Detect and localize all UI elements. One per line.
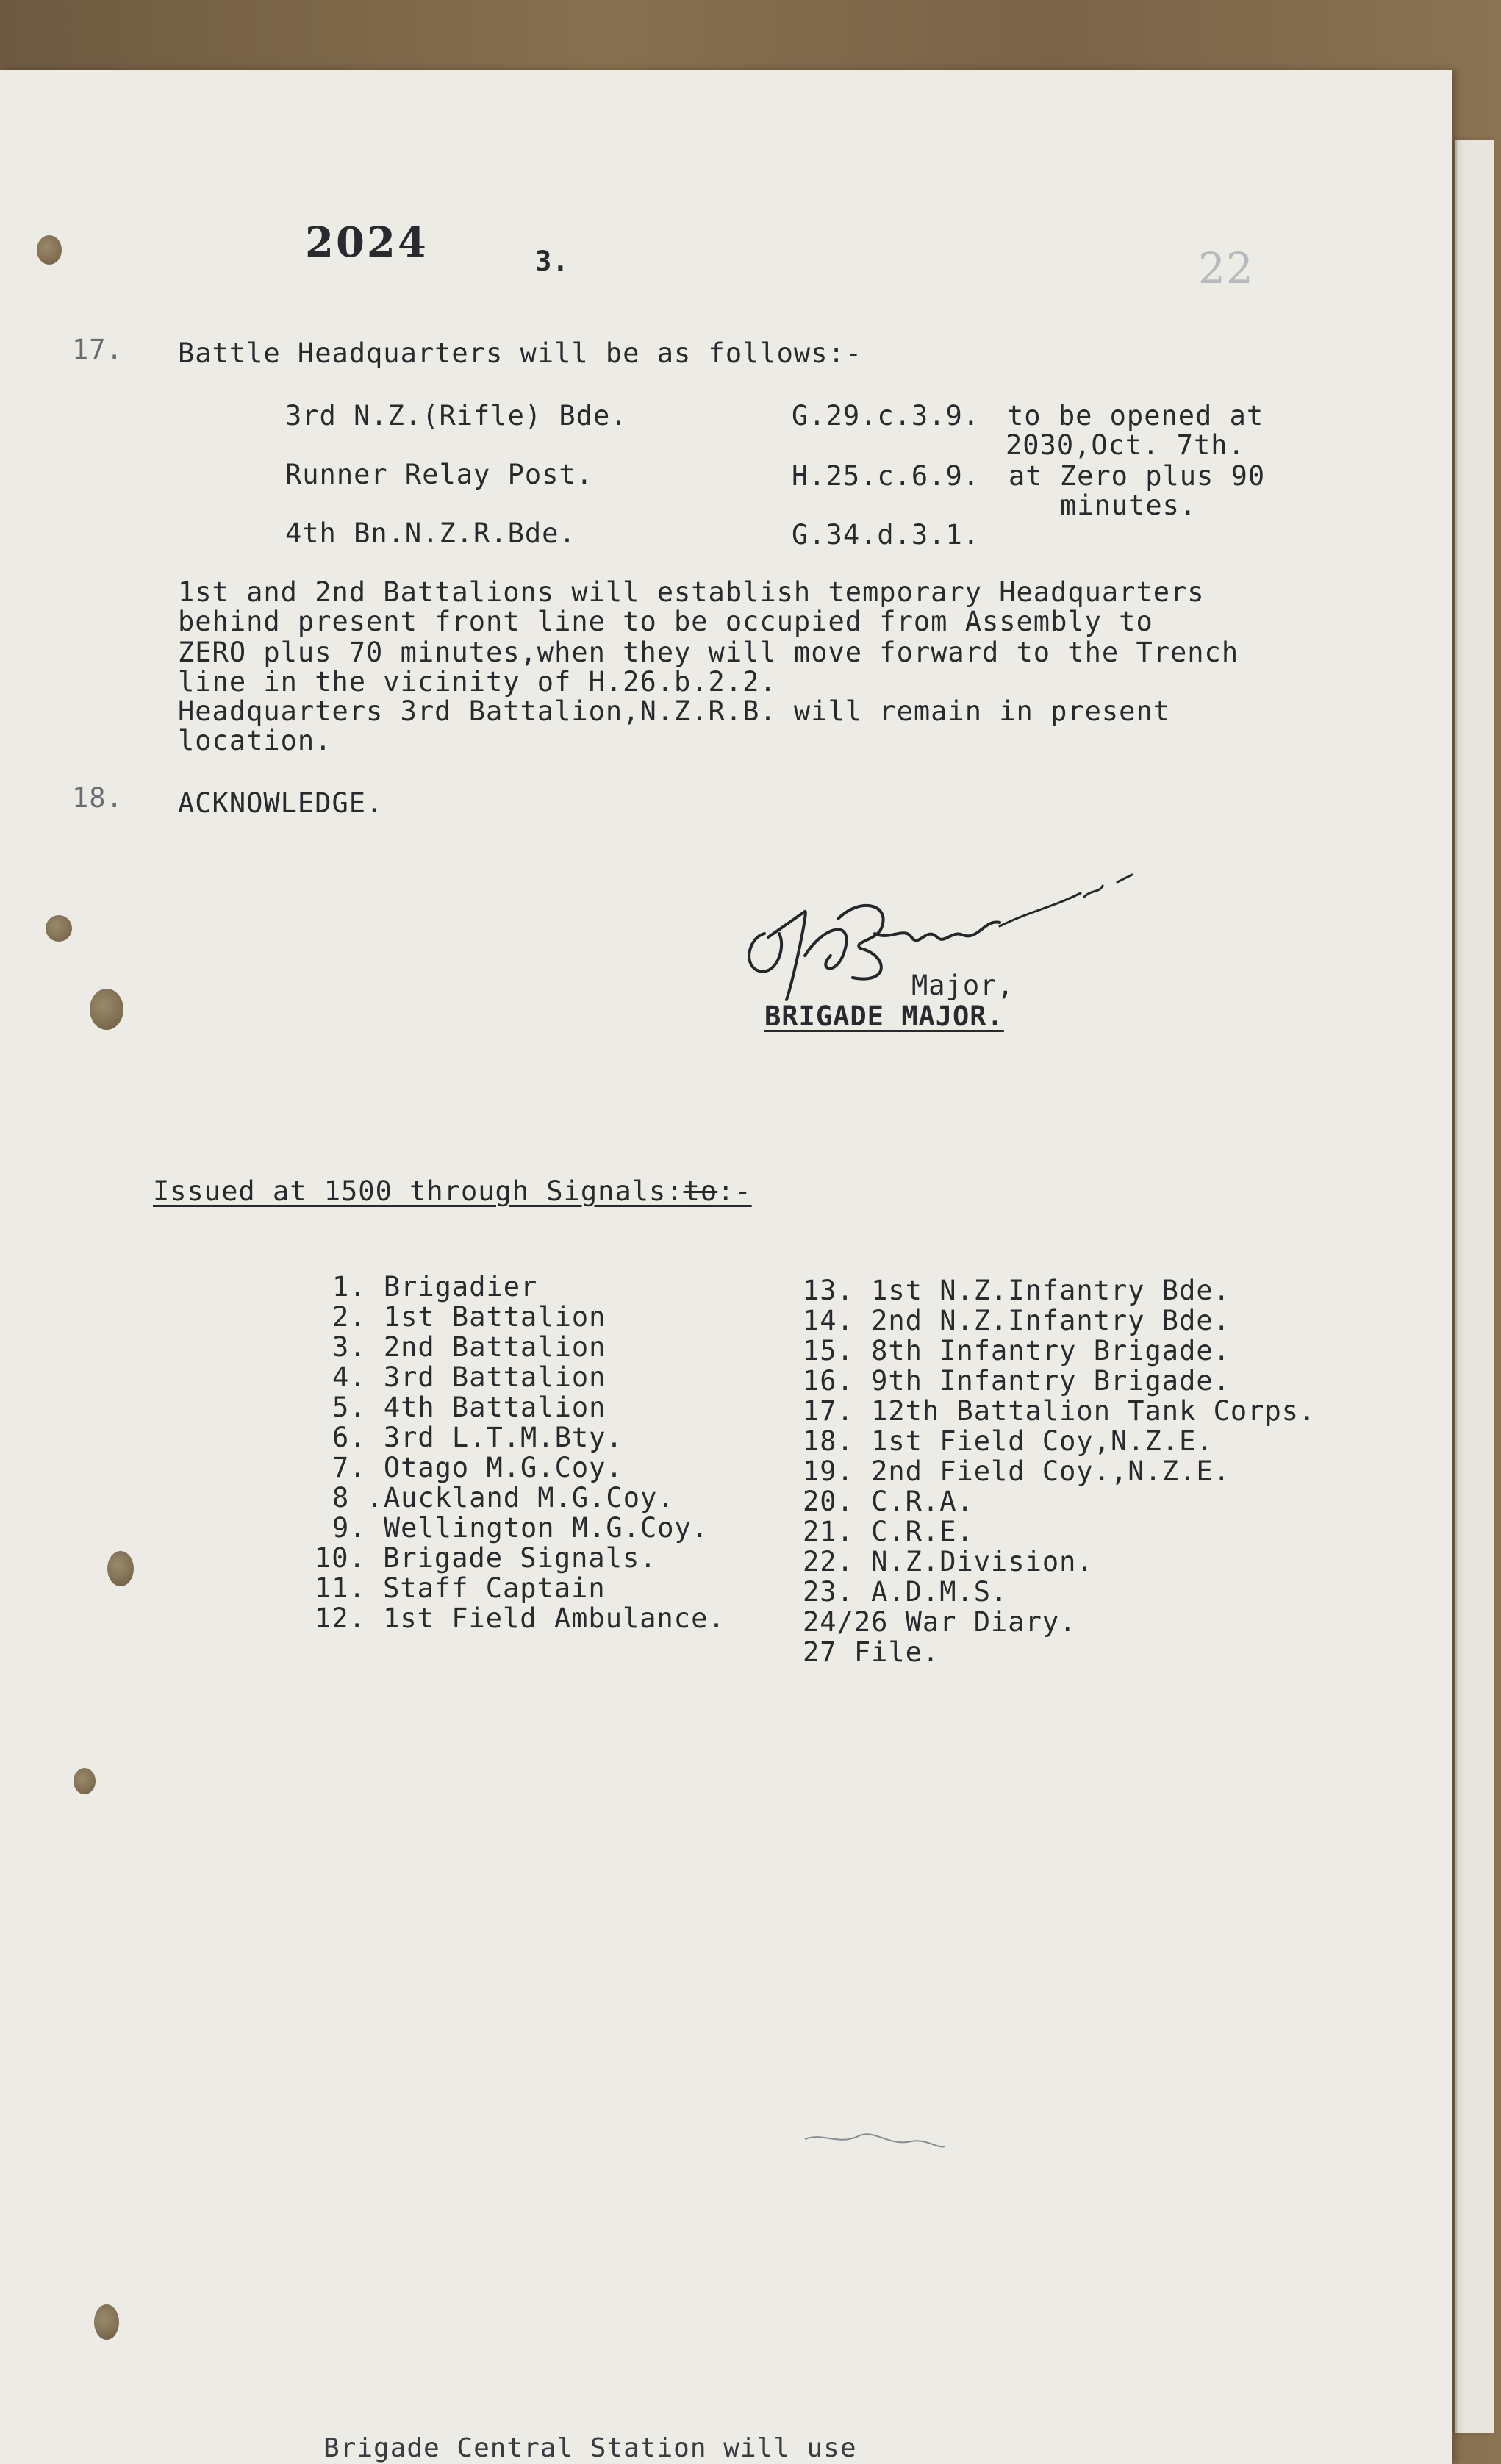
distribution-heading-text: Issued at 1500 through Signals: <box>153 1175 684 1207</box>
hq-location: G.34.d.3.1. <box>792 519 981 551</box>
hq-unit: 4th Bn.N.Z.R.Bde. <box>285 517 576 549</box>
hq-unit: 3rd N.Z.(Rifle) Bde. <box>285 400 628 431</box>
body-line: behind present front line to be occupied from Assembly to <box>178 606 1153 637</box>
distribution-item: 2. 1st Battalion <box>332 1301 606 1333</box>
pencil-mark <box>801 2121 948 2157</box>
hq-note: at Zero plus 90 <box>1009 460 1266 492</box>
distribution-heading <box>153 1176 752 1206</box>
distribution-item: 17. 12th Battalion Tank Corps. <box>803 1395 1316 1427</box>
paragraph-number: 18. <box>72 782 123 814</box>
punch-hole <box>74 1768 96 1794</box>
hq-note: minutes. <box>1060 490 1197 521</box>
hq-location: H.25.c.6.9. <box>792 460 981 492</box>
distribution-item: 13. 1st N.Z.Infantry Bde. <box>803 1275 1230 1306</box>
distribution-item: 16. 9th Infantry Brigade. <box>803 1365 1230 1397</box>
distribution-item: 21. C.R.E. <box>803 1516 974 1547</box>
distribution-item: 27 File. <box>803 1636 940 1668</box>
body-line: ZERO plus 70 minutes,when they will move forward to the Trench <box>178 637 1239 668</box>
punch-hole <box>107 1551 134 1586</box>
distribution-item: 14. 2nd N.Z.Infantry Bde. <box>803 1305 1230 1336</box>
next-page-text: Brigade Central Station will use <box>323 2433 857 2463</box>
distribution-item: 9. Wellington M.G.Coy. <box>332 1512 709 1544</box>
distribution-item: 1. Brigadier <box>332 1271 538 1303</box>
distribution-item: 20. C.R.A. <box>803 1486 974 1517</box>
folio-number: 22 <box>1198 243 1254 293</box>
distribution-item: 10. Brigade Signals. <box>315 1542 657 1574</box>
hq-note: to be opened at <box>1007 400 1264 431</box>
paragraph-number: 17. <box>72 334 123 365</box>
punch-hole <box>37 235 62 265</box>
distribution-item: 4. 3rd Battalion <box>332 1361 606 1393</box>
distribution-item: 19. 2nd Field Coy.,N.Z.E. <box>803 1455 1230 1487</box>
hq-note: 2030,Oct. 7th. <box>1006 429 1245 461</box>
distribution-item: 23. A.D.M.S. <box>803 1576 1009 1608</box>
distribution-item: 6. 3rd L.T.M.Bty. <box>332 1422 623 1453</box>
distribution-item: 22. N.Z.Division. <box>803 1546 1094 1577</box>
punch-hole <box>94 2304 119 2340</box>
acknowledge-text: ACKNOWLEDGE. <box>178 787 384 819</box>
distribution-item: 18. 1st Field Coy,N.Z.E. <box>803 1425 1214 1457</box>
page-number: 3. <box>535 246 570 277</box>
distribution-item: 3. 2nd Battalion <box>332 1331 606 1363</box>
distribution-item: 8 .Auckland M.G.Coy. <box>332 1482 675 1514</box>
paragraph-heading: Battle Headquarters will be as follows:- <box>178 337 863 369</box>
signatory-title: BRIGADE MAJOR. <box>764 1000 1004 1032</box>
distribution-item: 15. 8th Infantry Brigade. <box>803 1335 1230 1367</box>
signatory-rank: Major, <box>911 970 1014 1001</box>
body-line: 1st and 2nd Battalions will establish temporary Headquarters <box>178 576 1205 608</box>
punch-hole <box>90 989 123 1030</box>
underlying-page-edge <box>1455 140 1494 2433</box>
punch-hole <box>46 915 72 942</box>
distribution-heading-end: :- <box>717 1175 752 1207</box>
distribution-item: 12. 1st Field Ambulance. <box>315 1602 726 1634</box>
distribution-item: 5. 4th Battalion <box>332 1392 606 1423</box>
distribution-item: 24/26 War Diary. <box>803 1606 1077 1638</box>
body-line: Headquarters 3rd Battalion,N.Z.R.B. will remain in present <box>178 695 1171 727</box>
hq-unit: Runner Relay Post. <box>285 459 593 490</box>
document-number: 2024 <box>305 218 429 267</box>
distribution-item: 11. Staff Captain <box>315 1572 606 1604</box>
distribution-item: 7. Otago M.G.Coy. <box>332 1452 623 1483</box>
struck-word: to <box>683 1175 718 1207</box>
body-line: location. <box>178 725 332 756</box>
body-line: line in the vicinity of H.26.b.2.2. <box>178 666 777 698</box>
hq-location: G.29.c.3.9. <box>792 400 981 431</box>
document-page <box>0 70 1452 2464</box>
